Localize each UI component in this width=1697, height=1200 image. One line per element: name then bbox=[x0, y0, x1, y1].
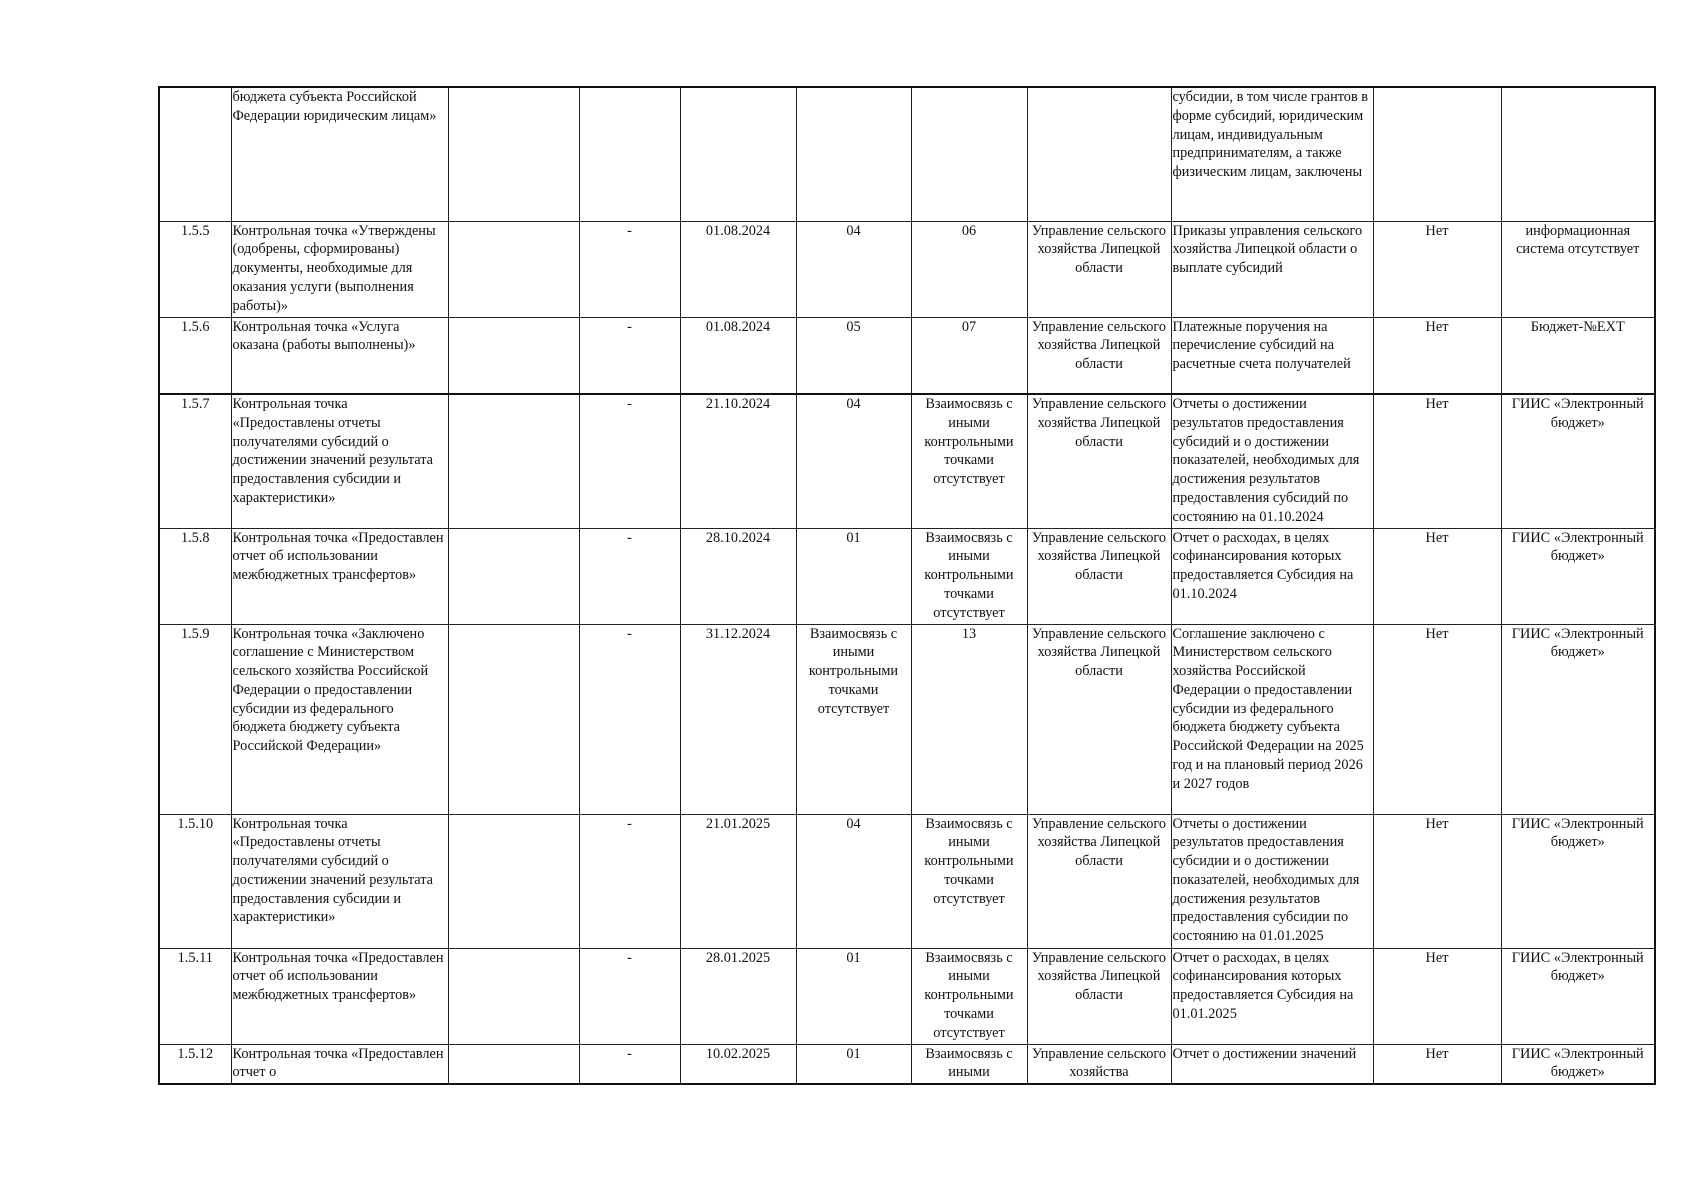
row-number: 1.5.7 bbox=[159, 394, 231, 528]
control-point-name: бюджета субъекта Российской Федерации юридическим лицам» bbox=[231, 87, 448, 221]
linked-control-points: Взаимосвязь с иными контрольными точками отсутствует bbox=[911, 528, 1027, 624]
document-flag: Нет bbox=[1373, 948, 1501, 1044]
information-system: информационная система отсутствует bbox=[1501, 221, 1655, 317]
information-system: ГИИС «Электронный бюджет» bbox=[1501, 814, 1655, 948]
table-row bbox=[159, 528, 1655, 624]
type-code: 01 bbox=[796, 1044, 911, 1084]
due-date: 28.10.2024 bbox=[680, 528, 796, 624]
base-value: - bbox=[579, 221, 680, 317]
control-point-name: Контрольная точка «Предоставлен отчет об использовании межбюджетных трансфертов» bbox=[231, 948, 448, 1044]
empty-cell bbox=[448, 814, 579, 948]
type-code: 01 bbox=[796, 528, 911, 624]
control-point-name: Контрольная точка «Предоставлены отчеты получателями субсидий о достижении значений результата предоставления субсидии и характеристики» bbox=[231, 814, 448, 948]
responsible-executor: Управление сельского хозяйства Липецкой области bbox=[1027, 948, 1171, 1044]
information-system: ГИИС «Электронный бюджет» bbox=[1501, 948, 1655, 1044]
table-row bbox=[159, 624, 1655, 814]
empty-cell bbox=[448, 528, 579, 624]
table-row bbox=[159, 1044, 1655, 1084]
control-points-table bbox=[158, 86, 1656, 1085]
document-flag: Нет bbox=[1373, 394, 1501, 528]
responsible-executor: Управление сельского хозяйства Липецкой области bbox=[1027, 317, 1171, 394]
due-date: 01.08.2024 bbox=[680, 221, 796, 317]
due-date: 28.01.2025 bbox=[680, 948, 796, 1044]
due-date: 10.02.2025 bbox=[680, 1044, 796, 1084]
due-date: 21.10.2024 bbox=[680, 394, 796, 528]
document-flag: Нет bbox=[1373, 528, 1501, 624]
responsible-executor: Управление сельского хозяйства Липецкой области bbox=[1027, 624, 1171, 814]
document-flag: Нет bbox=[1373, 814, 1501, 948]
control-point-name: Контрольная точка «Утверждены (одобрены, сформированы) документы, необходимые для оказания услуги (выполнения работы)» bbox=[231, 221, 448, 317]
row-number: 1.5.8 bbox=[159, 528, 231, 624]
linked-control-points: Взаимосвязь с иными bbox=[911, 1044, 1027, 1084]
due-date bbox=[680, 87, 796, 221]
row-number bbox=[159, 87, 231, 221]
confirming-document: Соглашение заключено с Министерством сельского хозяйства Российской Федерации о предоставлении субсидии из федерального бюджета бюджету субъекта Российской Федерации на 2025 год и на плановый период 2026 и 2027 годов bbox=[1171, 624, 1373, 814]
responsible-executor: Управление сельского хозяйства Липецкой области bbox=[1027, 221, 1171, 317]
table-row bbox=[159, 87, 1655, 221]
confirming-document: Платежные поручения на перечисление субсидий на расчетные счета получателей bbox=[1171, 317, 1373, 394]
linked-control-points: 07 bbox=[911, 317, 1027, 394]
table-row bbox=[159, 221, 1655, 317]
table-row bbox=[159, 814, 1655, 948]
confirming-document: Отчеты о достижении результатов предоставления субсидии и о достижении показателей, необходимых для достижения результатов предоставления субсидии по состоянию на 01.01.2025 bbox=[1171, 814, 1373, 948]
control-point-name: Контрольная точка «Предоставлены отчеты получателями субсидий о достижении значений результата предоставления субсидии и характеристики» bbox=[231, 394, 448, 528]
due-date: 31.12.2024 bbox=[680, 624, 796, 814]
type-code: 05 bbox=[796, 317, 911, 394]
confirming-document: Отчет о достижении значений bbox=[1171, 1044, 1373, 1084]
information-system: Бюджет-№EXT bbox=[1501, 317, 1655, 394]
document-flag: Нет bbox=[1373, 1044, 1501, 1084]
due-date: 21.01.2025 bbox=[680, 814, 796, 948]
base-value: - bbox=[579, 624, 680, 814]
base-value: - bbox=[579, 948, 680, 1044]
information-system: ГИИС «Электронный бюджет» bbox=[1501, 394, 1655, 528]
linked-control-points: Взаимосвязь с иными контрольными точками отсутствует bbox=[911, 948, 1027, 1044]
base-value: - bbox=[579, 394, 680, 528]
control-point-name: Контрольная точка «Заключено соглашение с Министерством сельского хозяйства Российской Федерации о предоставлении субсидии из федерального бюджета бюджету субъекта Российской Федерации» bbox=[231, 624, 448, 814]
empty-cell bbox=[448, 948, 579, 1044]
responsible-executor: Управление сельского хозяйства bbox=[1027, 1044, 1171, 1084]
document-flag bbox=[1373, 87, 1501, 221]
type-code: 01 bbox=[796, 948, 911, 1044]
empty-cell bbox=[448, 221, 579, 317]
table-row bbox=[159, 317, 1655, 394]
row-number: 1.5.11 bbox=[159, 948, 231, 1044]
confirming-document: Приказы управления сельского хозяйства Липецкой области о выплате субсидий bbox=[1171, 221, 1373, 317]
row-number: 1.5.10 bbox=[159, 814, 231, 948]
empty-cell bbox=[448, 87, 579, 221]
empty-cell bbox=[448, 624, 579, 814]
table-row bbox=[159, 948, 1655, 1044]
confirming-document: Отчет о расходах, в целях софинансирования которых предоставляется Субсидия на 01.01.2025 bbox=[1171, 948, 1373, 1044]
responsible-executor: Управление сельского хозяйства Липецкой области bbox=[1027, 814, 1171, 948]
document-flag: Нет bbox=[1373, 221, 1501, 317]
linked-control-points: 13 bbox=[911, 624, 1027, 814]
responsible-executor: Управление сельского хозяйства Липецкой области bbox=[1027, 394, 1171, 528]
base-value: - bbox=[579, 1044, 680, 1084]
row-number: 1.5.6 bbox=[159, 317, 231, 394]
responsible-executor bbox=[1027, 87, 1171, 221]
linked-control-points: 06 bbox=[911, 221, 1027, 317]
confirming-document: субсидии, в том числе грантов в форме субсидий, юридическим лицам, индивидуальным предпринимателям, а также физическим лицам, заключены bbox=[1171, 87, 1373, 221]
confirming-document: Отчеты о достижении результатов предоставления субсидий и о достижении показателей, необходимых для достижения результатов предоставления субсидий по состоянию на 01.10.2024 bbox=[1171, 394, 1373, 528]
information-system: ГИИС «Электронный бюджет» bbox=[1501, 528, 1655, 624]
type-code: 04 bbox=[796, 394, 911, 528]
table-row bbox=[159, 394, 1655, 528]
base-value: - bbox=[579, 317, 680, 394]
control-point-name: Контрольная точка «Услуга оказана (работы выполнены)» bbox=[231, 317, 448, 394]
type-code: 04 bbox=[796, 221, 911, 317]
empty-cell bbox=[448, 317, 579, 394]
row-number: 1.5.12 bbox=[159, 1044, 231, 1084]
document-flag: Нет bbox=[1373, 317, 1501, 394]
linked-control-points: Взаимосвязь с иными контрольными точками отсутствует bbox=[911, 814, 1027, 948]
document-flag: Нет bbox=[1373, 624, 1501, 814]
confirming-document: Отчет о расходах, в целях софинансирования которых предоставляется Субсидия на 01.10.2024 bbox=[1171, 528, 1373, 624]
control-point-name: Контрольная точка «Предоставлен отчет о bbox=[231, 1044, 448, 1084]
information-system: ГИИС «Электронный бюджет» bbox=[1501, 1044, 1655, 1084]
base-value: - bbox=[579, 814, 680, 948]
linked-control-points: Взаимосвязь с иными контрольными точками отсутствует bbox=[911, 394, 1027, 528]
linked-control-points bbox=[911, 87, 1027, 221]
row-number: 1.5.5 bbox=[159, 221, 231, 317]
responsible-executor: Управление сельского хозяйства Липецкой области bbox=[1027, 528, 1171, 624]
type-code bbox=[796, 87, 911, 221]
type-code: Взаимосвязь с иными контрольными точками отсутствует bbox=[796, 624, 911, 814]
base-value: - bbox=[579, 528, 680, 624]
base-value bbox=[579, 87, 680, 221]
row-number: 1.5.9 bbox=[159, 624, 231, 814]
information-system: ГИИС «Электронный бюджет» bbox=[1501, 624, 1655, 814]
empty-cell bbox=[448, 1044, 579, 1084]
due-date: 01.08.2024 bbox=[680, 317, 796, 394]
type-code: 04 bbox=[796, 814, 911, 948]
control-point-name: Контрольная точка «Предоставлен отчет об использовании межбюджетных трансфертов» bbox=[231, 528, 448, 624]
information-system bbox=[1501, 87, 1655, 221]
empty-cell bbox=[448, 394, 579, 528]
